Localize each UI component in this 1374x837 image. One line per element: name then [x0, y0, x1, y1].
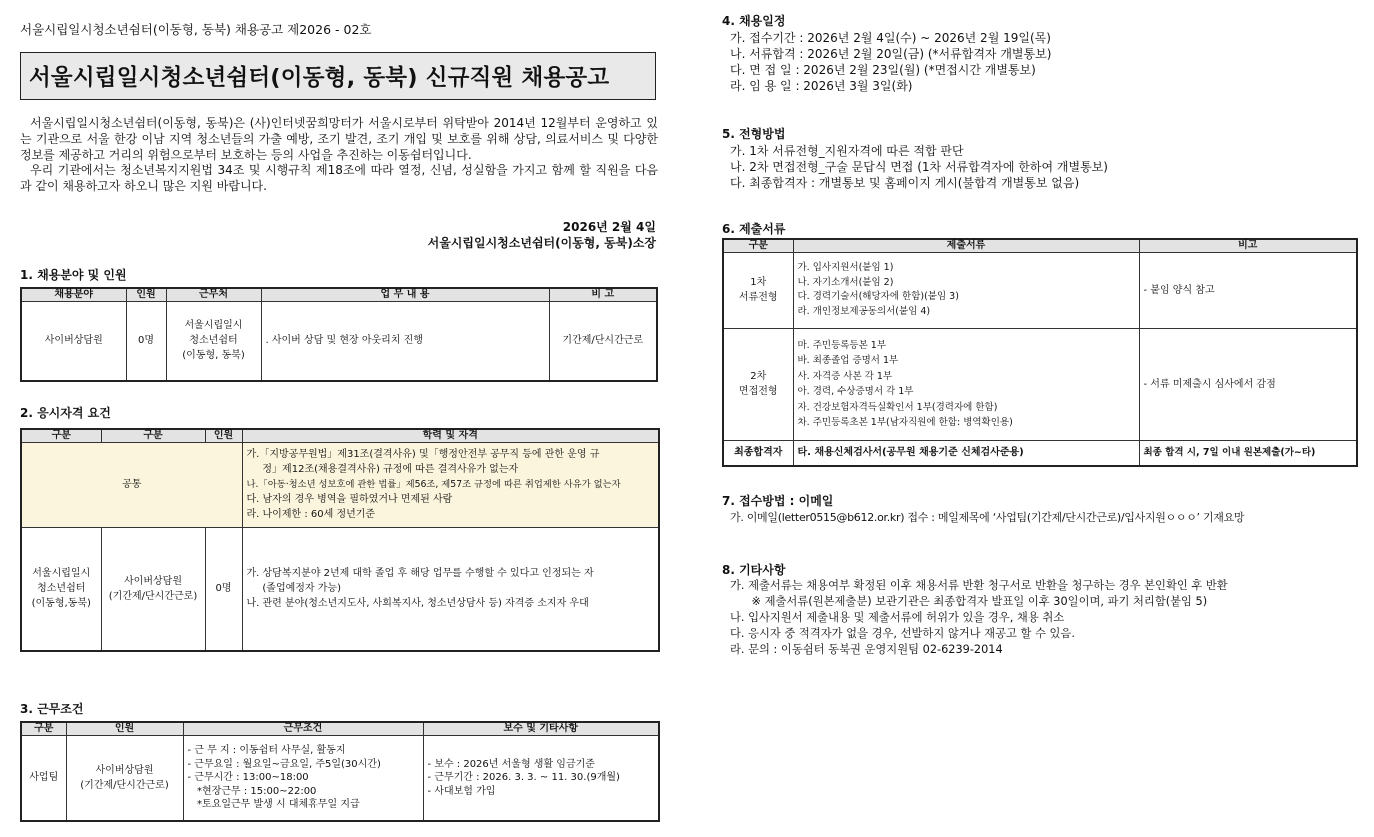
qual-item: (졸업예정자 가능)	[246, 583, 341, 595]
selection-item: 다. 최종합격자 : 개별통보 및 홈페이지 게시(불합격 개별통보 없음)	[730, 176, 1080, 190]
docs-row2-note: - 서류 미제출시 심사에서 감점	[1139, 328, 1357, 440]
qual-common-label: 공통	[21, 442, 242, 527]
schedule-item: 나. 서류합격 : 2026년 2월 20일(금) (*서류합격자 개별통보)	[730, 47, 1052, 61]
selection-list	[730, 143, 1108, 191]
section-7-heading: 7. 접수방법 : 이메일	[722, 494, 834, 508]
qual-count: 0명	[205, 527, 242, 651]
docs-row2-list	[793, 328, 1139, 440]
pay-item: - 근무기간 : 2026. 3. 3. ~ 11. 30.(9개월)	[427, 772, 620, 783]
section-1-heading: 1. 채용분야 및 인원	[20, 268, 127, 282]
qual-common-item: 라. 나이제한 : 60세 정년기준	[246, 509, 376, 520]
docs-row1-item: 다. 경력기술서(해당자에 한함)(붙임 3)	[797, 291, 959, 302]
docs-row3-note: 최종 합격 시, 7일 이내 원본제출(가~타)	[1139, 440, 1357, 466]
docs-row2-item: 차. 주민등록초본 1부(남자직원에 한함: 병역확인용)	[797, 417, 1013, 428]
recruit-field: 사이버상담원	[21, 301, 126, 381]
other-item: 나. 입사지원서 제출내용 및 제출서류에 허위가 있을 경우, 채용 취소	[730, 611, 1065, 624]
other-item: 라. 문의 : 이동쉼터 동북권 운영지원팀 02-6239-2014	[730, 643, 1003, 656]
schedule-item: 다. 면 접 일 : 2026년 2월 23일(월) (*면접시간 개별통보)	[730, 63, 1036, 77]
section-8-heading: 8. 기타사항	[722, 563, 786, 577]
selection-item: 가. 1차 서류전형_지원자격에 따른 적합 판단	[730, 144, 964, 158]
section-5-heading: 5. 전형방법	[722, 127, 786, 141]
cond-header-1: 구분	[21, 722, 66, 735]
apply-method: 가. 이메일(letter0515@b612.or.kr) 접수 : 메일제목에 ‘사업팀(기간제/단시간근로)/입사지원ㅇㅇㅇ’ 기재요망	[730, 511, 1245, 524]
cond-list	[183, 735, 423, 821]
docs-header-2: 제출서류	[793, 239, 1139, 252]
section-3-heading: 3. 근무조건	[20, 702, 84, 716]
section-2-heading: 2. 응시자격 요건	[20, 406, 111, 420]
qual-header-4: 학력 및 자격	[242, 429, 659, 442]
docs-row3-label: 최종합격자	[723, 440, 793, 466]
signer: 서울시립일시청소년쉼터(이동형, 동북)소장	[427, 236, 656, 250]
schedule-item: 라. 임 용 일 : 2026년 3월 3일(화)	[730, 79, 913, 93]
recruit-header-count: 인원	[126, 288, 166, 301]
docs-row1-list	[793, 252, 1139, 328]
documents-table	[722, 238, 1358, 467]
cond-role: 사이버상담원 (기간제/단시간근로)	[66, 735, 183, 821]
qual-common-item: 정」제12조(채용결격사유) 규정에 따른 결격사유가 없는자	[246, 464, 519, 475]
qual-item: 나. 관련 분야(청소년지도사, 사회복지사, 청소년상담사 등) 자격증 소지자 우대	[246, 598, 589, 610]
recruit-header-field: 채용분야	[21, 288, 126, 301]
other-item: 다. 응시자 중 적격자가 없을 경우, 선발하지 않거나 재공고 할 수 있음.	[730, 627, 1075, 640]
docs-row1-label: 1차 서류전형	[723, 252, 793, 328]
docs-row2-item: 자. 건강보험자격득실확인서 1부(경력자에 한함)	[797, 401, 998, 413]
page-title: 서울시립일시청소년쉼터(이동형, 동북) 신규직원 채용공고	[29, 65, 610, 91]
intro-paragraph-2: 우리 기관에서는 청소년복지지원법 34조 및 시행규칙 제18조에 따라 열정, 신념, 성실함을 가지고 함께 할 직원을 다음과 같이 채용하고자 하오니 많은 지원 바랍니다.	[20, 163, 658, 194]
cond-item: - 근 무 지 : 이동쉼터 사무실, 활동지	[187, 745, 346, 756]
conditions-table	[20, 721, 660, 822]
cond-item: *현장근무 : 15:00~22:00	[187, 785, 317, 797]
intro-text	[20, 116, 658, 195]
qual-common-items	[242, 442, 659, 527]
docs-row2-item: 아. 경력, 수상증명서 각 1부	[797, 386, 914, 397]
other-item: 가. 제출서류는 채용여부 확정된 이후 채용서류 반환 청구서로 반환을 청구하는 경우 본인확인 후 반환	[730, 579, 1228, 592]
section-6-heading: 6. 제출서류	[722, 222, 786, 236]
recruit-duty: . 사이버 상담 및 현장 아웃리치 진행	[261, 301, 549, 381]
cond-item: - 근무요일 : 월요일~금요일, 주5일(30시간)	[187, 758, 381, 770]
docs-row1-item: 라. 개인정보제공동의서(붙임 4)	[797, 305, 931, 317]
recruit-place: 서울시립일시 청소년쉼터 (이동형, 동북)	[166, 301, 261, 381]
docs-row2-label: 2차 면접전형	[723, 328, 793, 440]
cond-item: *토요일근무 발생 시 대체휴무일 지급	[187, 799, 360, 810]
docs-row2-item: 사. 자격증 사본 각 1부	[797, 370, 893, 382]
qual-header-1: 구분	[21, 429, 101, 442]
qual-items	[242, 527, 659, 651]
qual-common-item: 나.「아동·청소년 성보호에 관한 법률」제56조, 제57조 규정에 따른 취업제한 사유가 없는자	[246, 479, 621, 490]
docs-row2-item: 바. 최종졸업 증명서 1부	[797, 355, 899, 366]
title-box	[20, 52, 656, 100]
section-4-heading: 4. 채용일정	[722, 14, 786, 28]
docs-header-1: 구분	[723, 239, 793, 252]
cond-dept: 사업팀	[21, 735, 66, 821]
qual-common-item: 가.「지방공무원법」제31조(결격사유) 및「행정안전부 공무직 등에 관한 운영 규	[246, 449, 600, 460]
qualification-table	[20, 428, 660, 652]
docs-row3-item: 타. 채용신체검사서(공무원 채용기준 신체검사준용)	[793, 440, 1139, 466]
qual-role: 사이버상담원 (기간제/단시간근로)	[101, 527, 205, 651]
recruit-table	[20, 287, 658, 382]
docs-row1-item: 가. 입사지원서(붙임 1)	[797, 262, 894, 273]
recruit-note: 기간제/단시간근로	[549, 301, 657, 381]
recruit-header-duty: 업 무 내 용	[261, 288, 549, 301]
pay-list	[423, 735, 659, 821]
selection-item: 나. 2차 면접전형_구술 문답식 면접 (1차 서류합격자에 한하여 개별통보)	[730, 160, 1108, 174]
qual-header-3: 인원	[205, 429, 242, 442]
docs-row1-note: - 붙임 양식 참고	[1139, 252, 1357, 328]
document-number: 서울시립일시청소년쉼터(이동형, 동북) 채용공고 제2026 - 02호	[20, 22, 372, 37]
pay-item: - 사대보험 가입	[427, 785, 496, 797]
cond-header-3: 근무조건	[183, 722, 423, 735]
recruit-header-place: 근무처	[166, 288, 261, 301]
pay-item: - 보수 : 2026년 서울형 생활 임금기준	[427, 758, 595, 770]
announce-date: 2026년 2월 4일	[562, 220, 656, 234]
docs-header-3: 비고	[1139, 239, 1357, 252]
docs-row1-item: 나. 자기소개서(붙임 2)	[797, 276, 894, 288]
schedule-list	[730, 30, 1051, 94]
intro-paragraph-1: 서울시립일시청소년쉼터(이동형, 동북)은 (사)인터넷꿈희망터가 서울시로부터 위탁받아 2014년 12월부터 운영하고 있는 기관으로 서울 한강 이남 지역 청소년들의 가출 예방, 조기 발견, 조기 개입 및 보호를 위해 상담, 의료서비스 및 다양한 정보를 제공하고 거리의 위험으로부터 보호하는 등의 사업을 추진하는 이동쉼터입니다.	[20, 116, 658, 162]
other-list	[730, 578, 1228, 658]
qual-org: 서울시립일시 청소년쉼터 (이동형,동북)	[21, 527, 101, 651]
qual-item: 가. 상담복지분야 2년제 대학 졸업 후 해당 업무를 수행할 수 있다고 인정되는 자	[246, 568, 594, 580]
cond-item: - 근무시간 : 13:00~18:00	[187, 772, 309, 783]
recruit-header-note: 비 고	[549, 288, 657, 301]
other-item: ※ 제출서류(원본제출분) 보관기관은 최종합격자 발표일 이후 30일이며, 파기 처리함(붙임 5)	[730, 595, 1208, 608]
schedule-item: 가. 접수기간 : 2026년 2월 4일(수) ~ 2026년 2월 19일(목)	[730, 31, 1051, 45]
cond-header-4: 보수 및 기타사항	[423, 722, 659, 735]
recruit-count: 0명	[126, 301, 166, 381]
qual-header-2: 구분	[101, 429, 205, 442]
docs-row2-item: 마. 주민등록등본 1부	[797, 339, 887, 351]
cond-header-2: 인원	[66, 722, 183, 735]
qual-common-item: 다. 남자의 경우 병역을 필하였거나 면제된 사람	[246, 494, 453, 505]
